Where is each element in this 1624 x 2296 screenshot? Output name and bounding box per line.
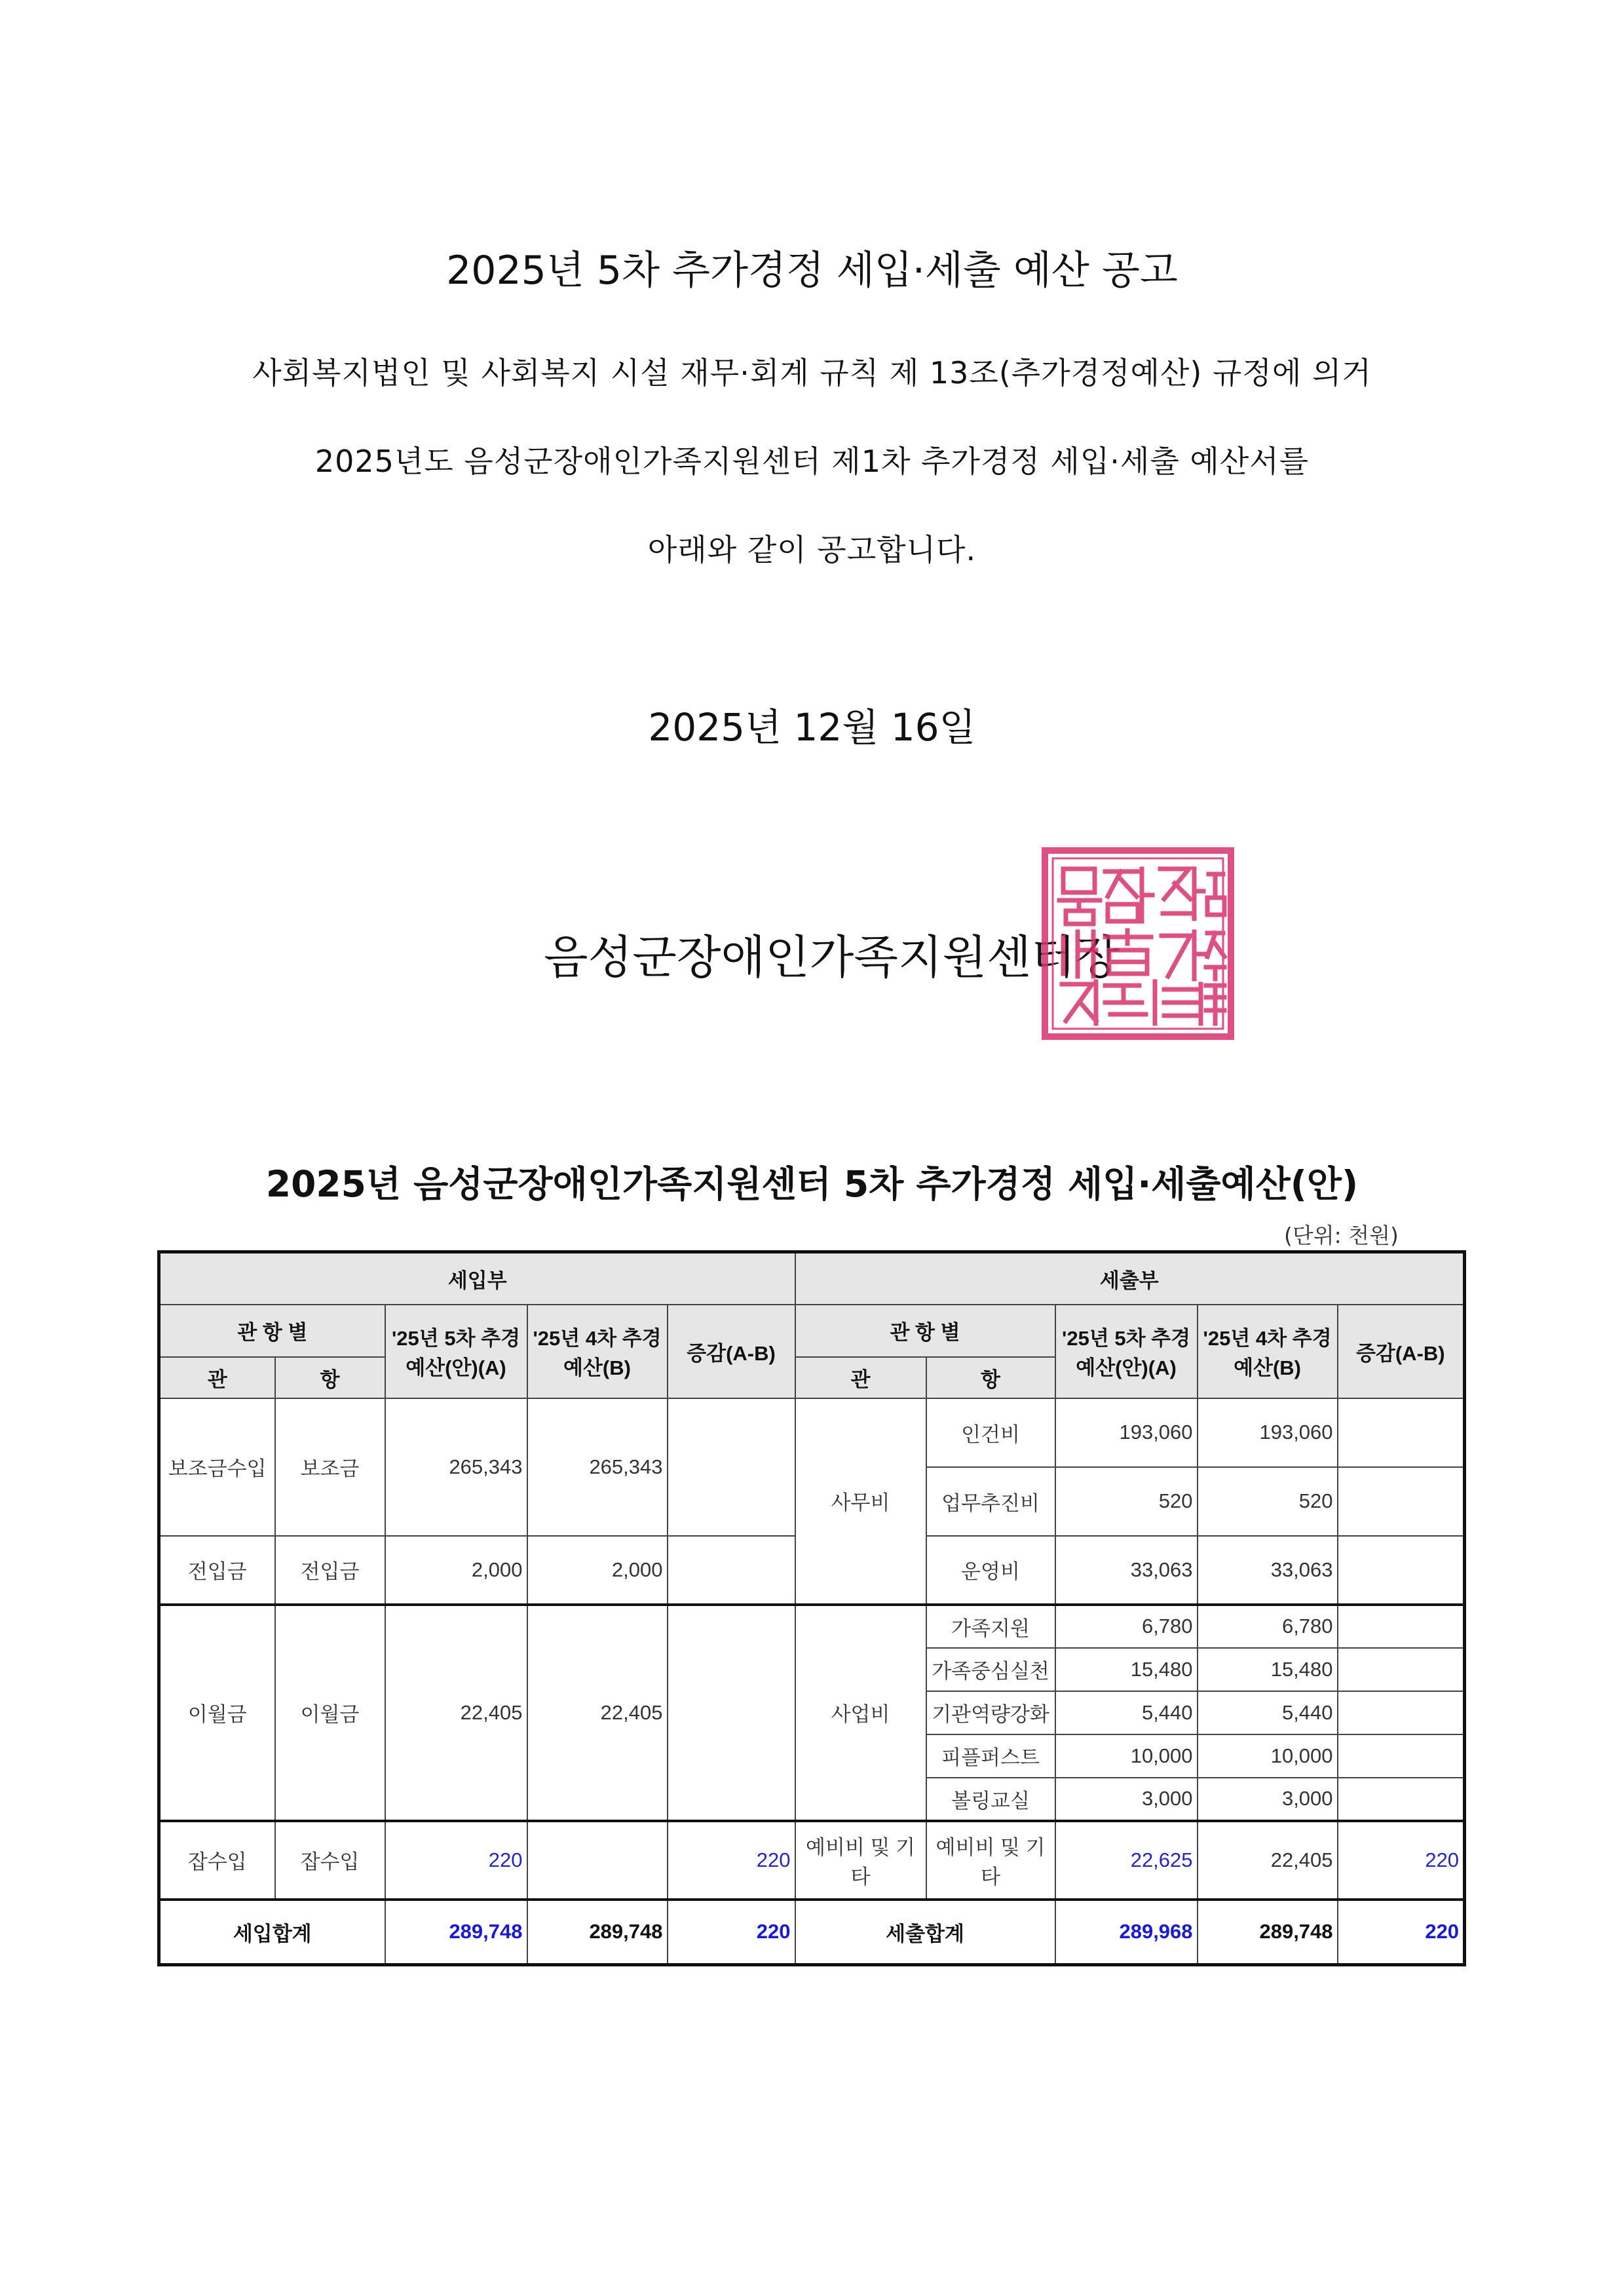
expense-hang: 예비비 및 기타 xyxy=(926,1821,1055,1900)
revenue-total-b: 289,748 xyxy=(527,1900,668,1965)
expense-hang: 업무추진비 xyxy=(926,1467,1055,1536)
revenue-gwan: 전입금 xyxy=(159,1536,275,1605)
revenue-value-diff xyxy=(668,1605,795,1821)
expense-value-diff xyxy=(1338,1734,1465,1778)
revenue-hang-header: 항 xyxy=(275,1357,385,1398)
unit-label: (단위: 천원) xyxy=(1284,1223,1399,1248)
revenue-value-diff xyxy=(668,1398,795,1536)
revenue-hang: 이월금 xyxy=(275,1605,385,1821)
notice-paragraph-3: 아래와 같이 공고합니다. xyxy=(647,532,977,567)
expense-value-diff xyxy=(1338,1467,1465,1536)
revenue-value-a: 2,000 xyxy=(385,1536,527,1605)
revenue-total-diff: 220 xyxy=(668,1900,795,1965)
revenue-gwan-header: 관 xyxy=(159,1357,275,1398)
expense-value-b: 5,440 xyxy=(1198,1691,1338,1734)
organization-name: 음성군장애인가족지원센터장 xyxy=(544,930,1120,984)
expense-value-b: 3,000 xyxy=(1198,1778,1338,1821)
expense-value-a: 15,480 xyxy=(1055,1648,1198,1691)
revenue-gwan: 보조금수입 xyxy=(159,1398,275,1536)
expense-value-b: 520 xyxy=(1198,1467,1338,1536)
notice-date: 2025년 12월 16일 xyxy=(648,705,976,750)
expense-value-diff xyxy=(1338,1398,1465,1467)
revenue-header: 세입부 xyxy=(159,1252,795,1305)
expense-value-diff: 220 xyxy=(1338,1821,1465,1900)
revenue-value-b: 22,405 xyxy=(527,1605,668,1821)
expense-col-b-header: '25년 4차 추경예산(B) xyxy=(1198,1305,1338,1398)
expense-hang: 운영비 xyxy=(926,1536,1055,1605)
expense-gwan-office: 사무비 xyxy=(795,1398,926,1605)
revenue-value-diff xyxy=(668,1536,795,1605)
revenue-hang: 전입금 xyxy=(275,1536,385,1605)
budget-table-title: 2025년 음성군장애인가족지원센터 5차 추가경정 세입·세출예산(안) xyxy=(265,1163,1359,1205)
revenue-value-a: 22,405 xyxy=(385,1605,527,1821)
expense-gwan-reserve: 예비비 및 기타 xyxy=(795,1821,926,1900)
expense-value-diff xyxy=(1338,1691,1465,1734)
revenue-gwan: 잡수입 xyxy=(159,1821,275,1900)
revenue-gwan: 이월금 xyxy=(159,1605,275,1821)
budget-table xyxy=(157,1250,1466,1966)
revenue-value-a: 220 xyxy=(385,1821,527,1900)
expense-value-a: 3,000 xyxy=(1055,1778,1198,1821)
expense-value-b: 33,063 xyxy=(1198,1536,1338,1605)
expense-value-a: 193,060 xyxy=(1055,1398,1198,1467)
revenue-value-b xyxy=(527,1821,668,1900)
expense-hang: 볼링교실 xyxy=(926,1778,1055,1821)
expense-value-b: 15,480 xyxy=(1198,1648,1338,1691)
expense-hang-header: 항 xyxy=(926,1357,1055,1398)
expense-value-b: 6,780 xyxy=(1198,1605,1338,1648)
expense-value-a: 33,063 xyxy=(1055,1536,1198,1605)
revenue-value-diff: 220 xyxy=(668,1821,795,1900)
expense-value-a: 6,780 xyxy=(1055,1605,1198,1648)
revenue-hang: 잡수입 xyxy=(275,1821,385,1900)
expense-value-b: 193,060 xyxy=(1198,1398,1338,1467)
revenue-gwanhang-header: 관 항 별 xyxy=(159,1305,385,1357)
expense-value-diff xyxy=(1338,1778,1465,1821)
expense-value-a: 5,440 xyxy=(1055,1691,1198,1734)
revenue-col-diff-header: 증감(A-B) xyxy=(668,1305,795,1398)
expense-hang: 가족지원 xyxy=(926,1605,1055,1648)
revenue-total-label: 세입합계 xyxy=(159,1900,385,1965)
expense-total-label: 세출합계 xyxy=(795,1900,1055,1965)
expense-value-diff xyxy=(1338,1648,1465,1691)
expense-hang: 인건비 xyxy=(926,1398,1055,1467)
expense-hang: 피플퍼스트 xyxy=(926,1734,1055,1778)
expense-gwanhang-header: 관 항 별 xyxy=(795,1305,1055,1357)
expense-value-diff xyxy=(1338,1536,1465,1605)
expense-col-diff-header: 증감(A-B) xyxy=(1338,1305,1465,1398)
expense-value-a: 22,625 xyxy=(1055,1821,1198,1900)
expense-col-a-header: '25년 5차 추경예산(안)(A) xyxy=(1055,1305,1198,1398)
notice-paragraph-1: 사회복지법인 및 사회복지 시설 재무·회계 규칙 제 13조(추가경정예산) 규정에 의거 xyxy=(252,355,1372,391)
expense-gwan-header: 관 xyxy=(795,1357,926,1398)
expense-value-a: 10,000 xyxy=(1055,1734,1198,1778)
expense-total-b: 289,748 xyxy=(1198,1900,1338,1965)
expense-hang: 가족중심실천 xyxy=(926,1648,1055,1691)
expense-value-b: 22,405 xyxy=(1198,1821,1338,1900)
expense-total-diff: 220 xyxy=(1338,1900,1465,1965)
seal-graphic xyxy=(1040,845,1236,1042)
revenue-value-b: 265,343 xyxy=(527,1398,668,1536)
expense-hang: 기관역량강화 xyxy=(926,1691,1055,1734)
revenue-total-a: 289,748 xyxy=(385,1900,527,1965)
official-seal xyxy=(1040,845,1236,1042)
revenue-value-b: 2,000 xyxy=(527,1536,668,1605)
expense-gwan-business: 사업비 xyxy=(795,1605,926,1821)
expense-total-a: 289,968 xyxy=(1055,1900,1198,1965)
notice-paragraph-2: 2025년도 음성군장애인가족지원센터 제1차 추가경정 세입·세출 예산서를 xyxy=(314,444,1310,479)
revenue-value-a: 265,343 xyxy=(385,1398,527,1536)
revenue-col-a-header: '25년 5차 추경예산(안)(A) xyxy=(385,1305,527,1398)
notice-title: 2025년 5차 추가경정 세입·세출 예산 공고 xyxy=(446,248,1178,294)
expense-value-diff xyxy=(1338,1605,1465,1648)
revenue-col-b-header: '25년 4차 추경예산(B) xyxy=(527,1305,668,1398)
expense-value-b: 10,000 xyxy=(1198,1734,1338,1778)
expense-value-a: 520 xyxy=(1055,1467,1198,1536)
revenue-hang: 보조금 xyxy=(275,1398,385,1536)
expense-header: 세출부 xyxy=(795,1252,1465,1305)
